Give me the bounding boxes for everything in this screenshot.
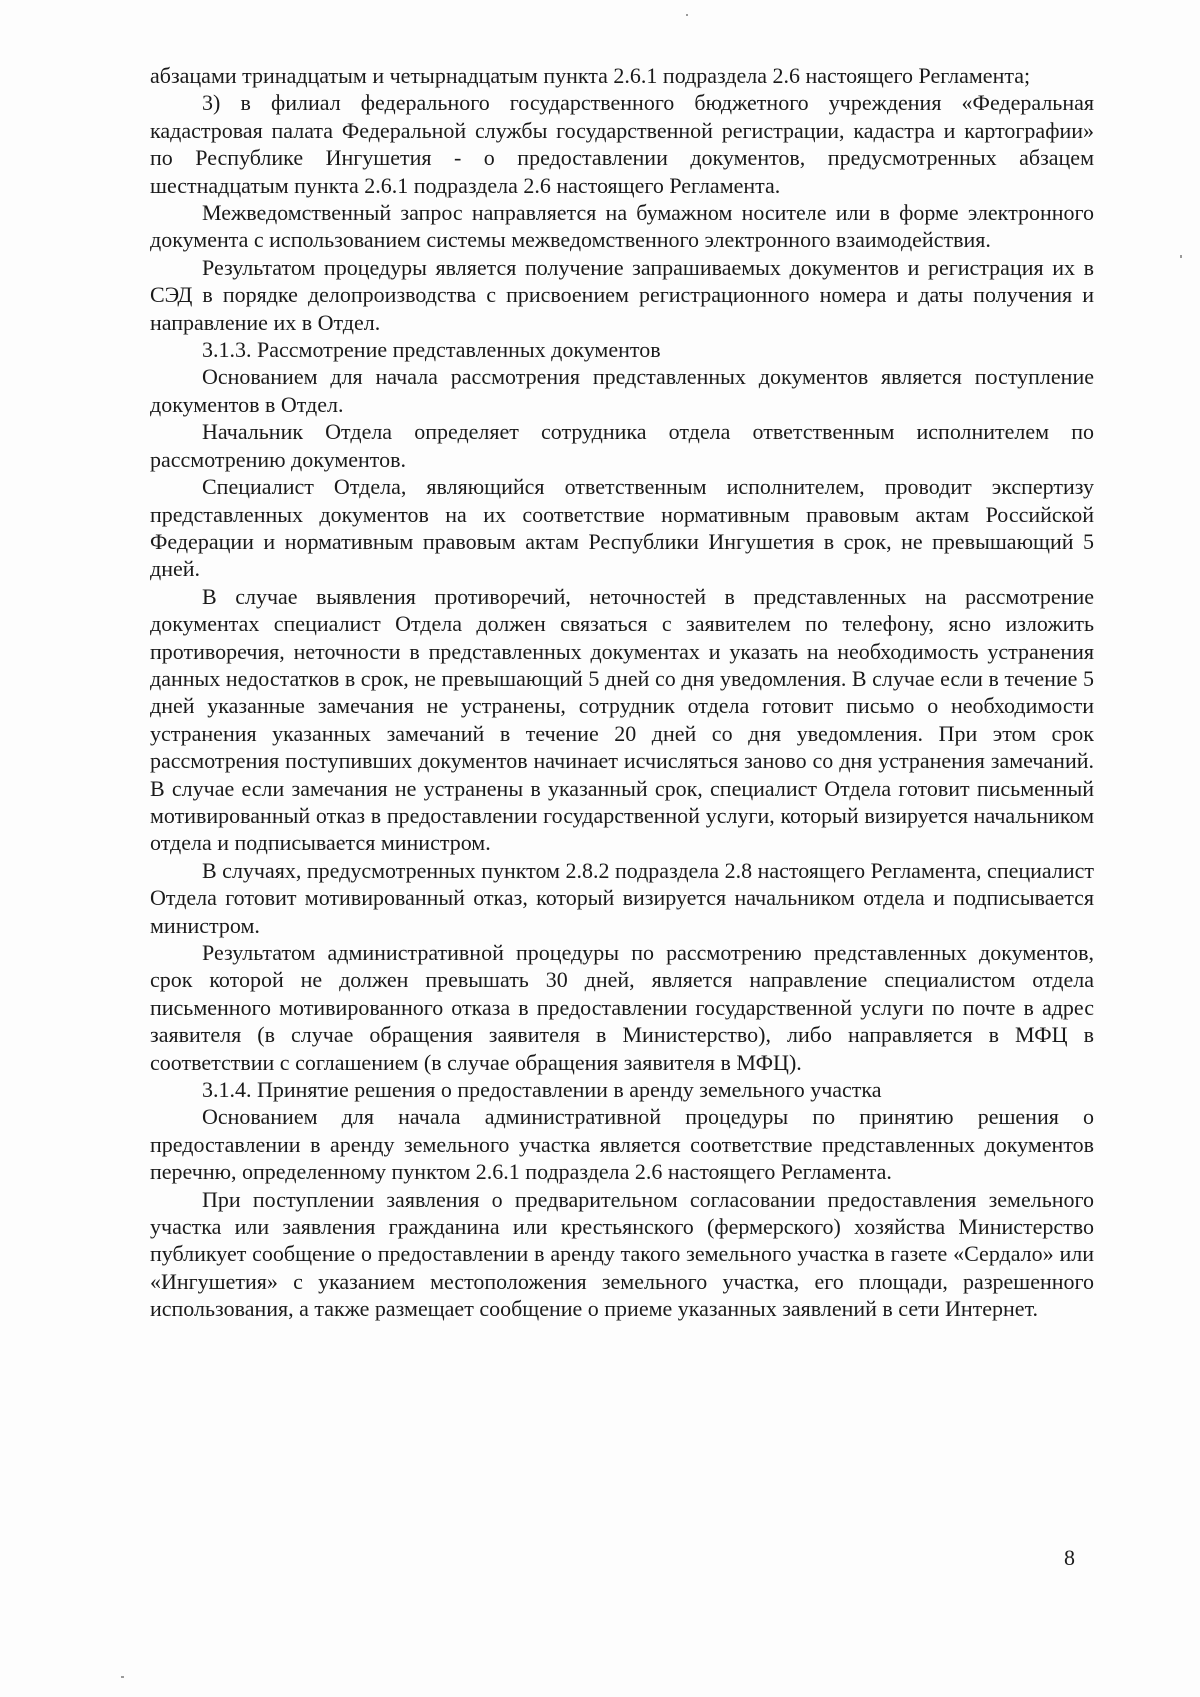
paragraph-head-assigns: Начальник Отдела определяет сотрудника отдела ответственным исполнителем по рассмотрению документов.	[150, 419, 1094, 472]
paragraph-interagency-request: Межведомственный запрос направляется на бумажном носителе или в форме электронного документа с использованием системы межведомственного электронного взаимодействия.	[150, 200, 1094, 253]
paragraph-refusal-cases: В случаях, предусмотренных пунктом 2.8.2 подраздела 2.8 настоящего Регламента, специалист Отдела готовит мотивированный отказ, который визируется начальником отдела и подписывается министром.	[150, 857, 1094, 938]
document-body	[150, 62, 1094, 1323]
scan-speck	[1180, 255, 1182, 258]
paragraph-review-basis: Основанием для начала рассмотрения представленных документов является поступление документов в Отдел.	[150, 364, 1094, 417]
paragraph-decision-basis: Основанием для начала административной процедуры по принятию решения о предоставлении в аренду земельного участка является соответствие представленных документов перечню, определенному пунктом 2.6.1 подраздела 2.6 настоящего Регламента.	[150, 1104, 1094, 1185]
paragraph-procedure-result: Результатом процедуры является получение запрашиваемых документов и регистрация их в СЭД в порядке делопроизводства с присвоением регистрационного номера и даты получения и направление их в Отдел.	[150, 254, 1094, 335]
paragraph-fcp-request: 3) в филиал федерального государственного бюджетного учреждения «Федеральная кадастровая палата Федеральной службы государственной регистрации, кадастра и картографии» по Республике Ингушетия - о предоставлении документов, предусмотренных абзацем шестнадцатым пункта 2.6.1 подраздела 2.6 настоящего Регламента.	[150, 90, 1094, 198]
paragraph-continuation: абзацами тринадцатым и четырнадцатым пункта 2.6.1 подраздела 2.6 настоящего Регламента;	[150, 63, 1031, 88]
paragraph-specialist-review: Специалист Отдела, являющийся ответственным исполнителем, проводит экспертизу представленных документов на их соответствие нормативным правовым актам Российской Федерации и нормативным правовым актам Республики Ингушетия в срок, не превышающий 5 дней.	[150, 474, 1094, 582]
page-number: 8	[1064, 1545, 1075, 1570]
paragraph-review-result: Результатом административной процедуры по рассмотрению представленных документов, срок которой не должен превышать 30 дней, является направление специалистом отдела письменного мотивированного отказа в предоставлении государственной услуги по почте в адрес заявителя (в случае обращения заявителя в Министерство), либо направляется в МФЦ в соответствии с соглашением (в случае обращения заявителя в МФЦ).	[150, 940, 1094, 1075]
section-heading-3-1-4: 3.1.4. Принятие решения о предоставлении в аренду земельного участка	[202, 1077, 882, 1103]
scan-speck	[686, 14, 688, 16]
paragraph-publication: При поступлении заявления о предварительном согласовании предоставления земельного участка или заявления гражданина или крестьянского (фермерского) хозяйства Министерство публикует сообщение о предоставлении в аренду такого земельного участка в газете «Сердало» или «Ингушетия» с указанием местоположения земельного участка, его площади, разрешенного использования, а также размещает сообщение о приеме указанных заявлений в сети Интернет.	[150, 1186, 1094, 1322]
paragraph-contradictions: В случае выявления противоречий, неточностей в представленных на рассмотрение документах специалист Отдела должен связаться с заявителем по телефону, ясно изложить противоречия, неточности в представленных документах и указать на необходимость устранения данных недостатков в срок, не превышающий 5 дней со дня уведомления. В случае если в течение 5 дней указанные замечания не устранены, сотрудник отдела готовит письмо о необходимости устранения указанных замечаний в течение 20 дней со дня уведомления. При этом срок рассмотрения поступивших документов начинает исчисляться заново со дня устранения замечаний. В случае если замечания не устранены в указанный срок, специалист Отдела готовит письменный мотивированный отказ в предоставлении государственной услуги, который визируется начальником отдела и подписывается министром.	[150, 583, 1094, 856]
section-heading-3-1-3: 3.1.3. Рассмотрение представленных документов	[202, 337, 661, 363]
scan-speck	[121, 1676, 124, 1678]
